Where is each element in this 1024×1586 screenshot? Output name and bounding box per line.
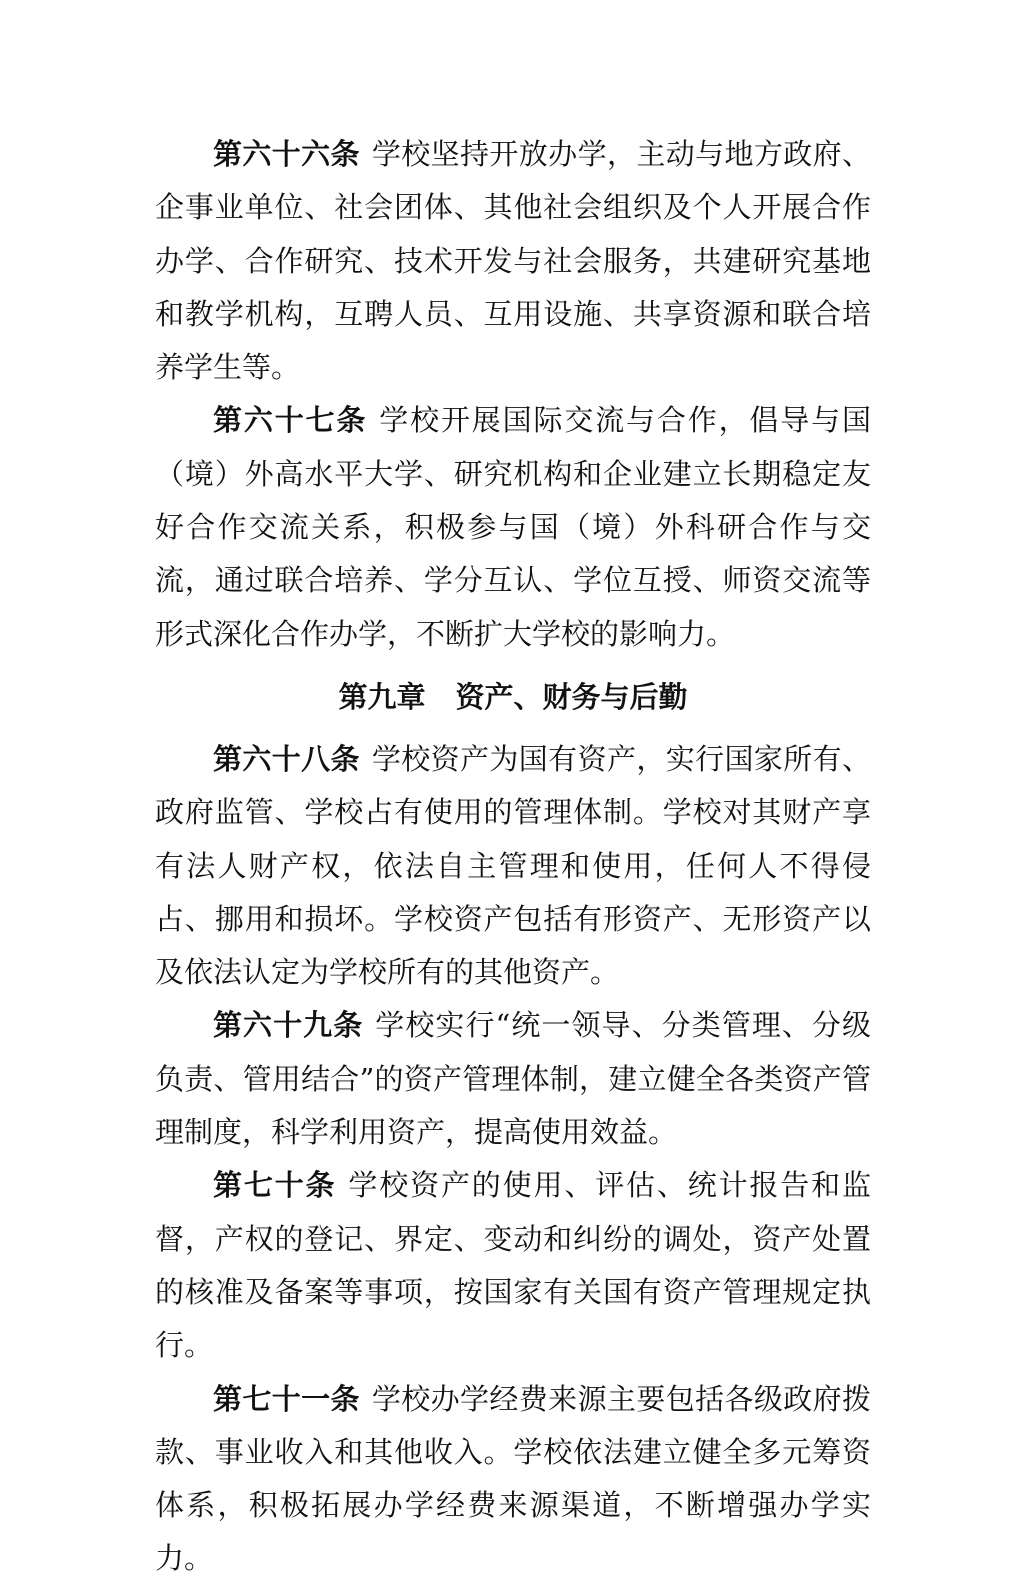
article-69 <box>155 999 871 1159</box>
chapter-heading <box>155 669 871 725</box>
article-text: 学校实行“统一领导、分类管理、分级负责、管用结合”的资产管理体制，建立健全各类资产管理制度，科学利用资产，提高使用效益。 <box>155 1008 871 1150</box>
article-text: 学校坚持开放办学，主动与地方政府、企事业单位、社会团体、其他社会组织及个人开展合作办学、合作研究、技术开发与社会服务，共建研究基地和教学机构，互聘人员、互用设施、共享资源和联合培养学生等。 <box>155 137 871 385</box>
article-text: 学校开展国际交流与合作，倡导与国（境）外高水平大学、研究机构和企业建立长期稳定友好合作交流关系，积极参与国（境）外科研合作与交流，通过联合培养、学分互认、学位互授、师资交流等形式深化合作办学，不断扩大学校的影响力。 <box>155 403 871 651</box>
article-text: 学校资产为国有资产，实行国家所有、政府监管、学校占有使用的管理体制。学校对其财产享有法人财产权，依法自主管理和使用，任何人不得侵占、挪用和损坏。学校资产包括有形资产、无形资产以及依法认定为学校所有的其他资产。 <box>155 741 871 990</box>
article-67 <box>155 394 871 660</box>
document-body <box>155 128 871 1586</box>
article-text: 学校办学经费来源主要包括各级政府拨款、事业收入和其他收入。学校依法建立健全多元筹资体系，积极拓展办学经费来源渠道，不断增强办学实力。 <box>155 1381 871 1576</box>
article-label: 第六十七条 <box>213 403 368 438</box>
article-68 <box>155 733 871 999</box>
article-71 <box>155 1373 871 1586</box>
article-text: 学校资产的使用、评估、统计报告和监督，产权的登记、界定、变动和纠纷的调处，资产处置的核准及备案等事项，按国家有关国有资产管理规定执行。 <box>155 1168 871 1363</box>
chapter-number: 第九章 <box>338 679 426 714</box>
article-70 <box>155 1159 871 1372</box>
article-label: 第七十一条 <box>213 1381 360 1416</box>
chapter-title: 资产、财务与后勤 <box>455 679 688 714</box>
article-label: 第七十条 <box>213 1168 337 1203</box>
article-label: 第六十九条 <box>213 1008 364 1043</box>
article-label: 第六十八条 <box>213 741 360 776</box>
article-66 <box>155 128 871 394</box>
article-label: 第六十六条 <box>213 137 360 171</box>
